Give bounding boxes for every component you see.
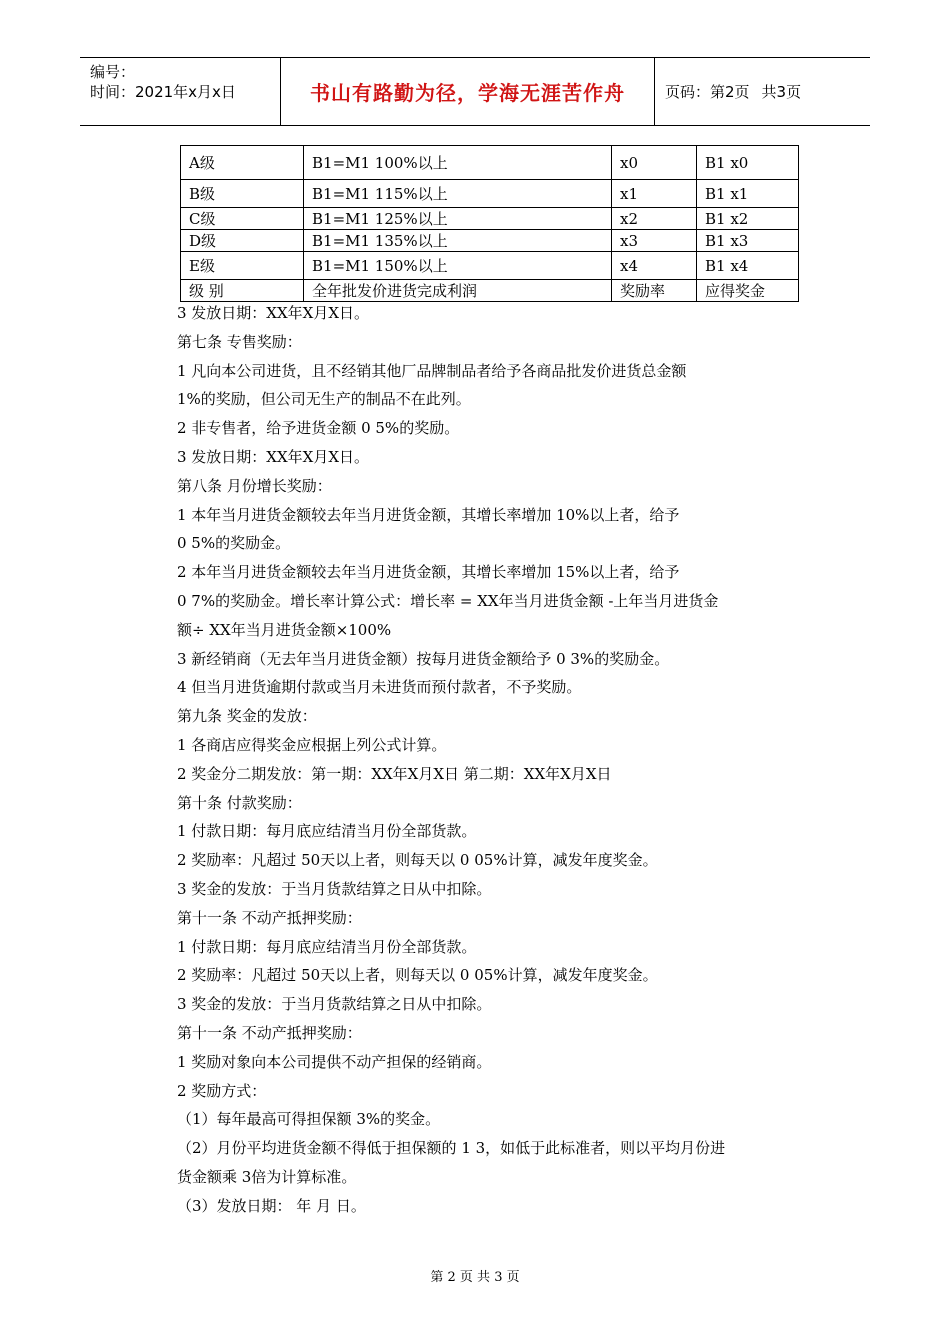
body-line: 2 本年当月进货金额较去年当月进货金额，其增长率增加 15%以上者，给予 (177, 563, 680, 582)
body-line: 1 奖励对象向本公司提供不动产担保的经销商。 (177, 1052, 492, 1071)
body-line: 3 发放日期：XX年X月X日。 (177, 304, 370, 322)
header-page-info (655, 58, 870, 125)
document-body (177, 299, 817, 1221)
section-heading: 第七条 专售奖励： (177, 332, 302, 351)
body-line: 3 奖金的发放：于当月货款结算之日从中扣除。 (177, 879, 492, 898)
body-line: 2 奖金分二期发放：第一期：XX年X月X日 第二期：XX年X月X日 (177, 764, 612, 783)
table-cell: B级 (181, 180, 304, 208)
table-cell: B1=M1 125%以上 (304, 208, 612, 230)
table-cell: B1 x0 (697, 146, 799, 180)
table-cell: B1=M1 150%以上 (304, 252, 612, 280)
body-line: 2 奖励方式： (177, 1081, 267, 1100)
table-cell: x4 (612, 252, 697, 280)
body-line: （1）每年最高可得担保额 3%的奖金。 (177, 1110, 441, 1129)
header-page-total: 共3页 (761, 83, 802, 101)
body-line: 额÷ XX年当月进货金额×100% (177, 620, 392, 639)
body-line: 1 付款日期：每月底应结清当月份全部货款。 (177, 822, 477, 841)
table-cell: B1=M1 135%以上 (304, 230, 612, 252)
table-cell: A级 (181, 146, 304, 180)
table-cell: C级 (181, 208, 304, 230)
table-cell: B1 x2 (697, 208, 799, 230)
table-cell: B1 x4 (697, 252, 799, 280)
table-cell: x2 (612, 208, 697, 230)
body-line: （3）发放日期： 年 月 日。 (177, 1196, 366, 1215)
table-cell: B1=M1 115%以上 (304, 180, 612, 208)
table-row (181, 180, 799, 208)
body-line: 2 非专售者，给予进货金额 0 5%的奖励。 (177, 419, 460, 438)
body-line: 3 新经销商（无去年当月进货金额）按每月进货金额给予 0 3%的奖励金。 (177, 649, 670, 668)
table-cell: x1 (612, 180, 697, 208)
body-line: 3 奖金的发放：于当月货款结算之日从中扣除。 (177, 995, 492, 1014)
table-cell: 级 别 (181, 280, 304, 302)
section-heading: 第八条 月份增长奖励： (177, 476, 332, 495)
body-line: 1 各商店应得奖金应根据上列公式计算。 (177, 735, 447, 754)
body-line: 1%的奖励，但公司无生产的制品不在此列。 (177, 390, 471, 409)
body-line: 2 奖励率：凡超过 50天以上者，则每天以 0 05%计算，减发年度奖金。 (177, 851, 658, 870)
table-row (181, 208, 799, 230)
body-line: 0 5%的奖励金。 (177, 534, 291, 553)
body-line: 货金额乘 3倍为计算标准。 (177, 1167, 357, 1186)
body-line: 3 发放日期：XX年X月X日。 (177, 447, 370, 466)
table-cell: D级 (181, 230, 304, 252)
table-cell: B1=M1 100%以上 (304, 146, 612, 180)
table-row (181, 252, 799, 280)
body-line: 0 7%的奖励金。增长率计算公式：增长率 = XX年当月进货金额 -上年当月进货金 (177, 591, 719, 610)
page-header (80, 57, 870, 126)
section-heading: 第十一条 不动产抵押奖励： (177, 908, 362, 927)
table-cell: B1 x1 (697, 180, 799, 208)
table-cell: x0 (612, 146, 697, 180)
header-page-number: 页码：第2页 (665, 83, 750, 101)
table-cell: 全年批发价进货完成利润 (304, 280, 612, 302)
doc-number-label: 编号： (90, 63, 136, 81)
table-cell: B1 x3 (697, 230, 799, 252)
body-line: 4 但当月进货逾期付款或当月未进货而预付款者，不予奖励。 (177, 678, 582, 697)
page-footer: 第 2 页 共 3 页 (430, 1270, 520, 1285)
body-line: 1 付款日期：每月底应结清当月份全部货款。 (177, 937, 477, 956)
table-cell: E级 (181, 252, 304, 280)
section-heading: 第十条 付款奖励： (177, 793, 302, 812)
body-line: 1 本年当月进货金额较去年当月进货金额，其增长率增加 10%以上者，给予 (177, 505, 680, 524)
header-motto: 书山有路勤为径，学海无涯苦作舟 (281, 58, 655, 125)
body-line: （2）月份平均进货金额不得低于担保额的 1 3，如低于此标准者，则以平均月份进 (177, 1139, 726, 1158)
table-row (181, 230, 799, 252)
header-meta (80, 58, 281, 125)
body-line: 2 奖励率：凡超过 50天以上者，则每天以 0 05%计算，减发年度奖金。 (177, 966, 658, 985)
grade-table (180, 145, 799, 302)
body-line: 1 凡向本公司进货，且不经销其他厂品牌制品者给予各商品批发价进货总金额 (177, 361, 687, 380)
table-cell: x3 (612, 230, 697, 252)
section-heading: 第九条 奖金的发放： (177, 707, 317, 726)
table-cell: 奖励率 (612, 280, 697, 302)
table-row (181, 146, 799, 180)
table-cell: 应得奖金 (697, 280, 799, 302)
doc-time-label: 时间：2021年x月x日 (90, 83, 236, 101)
section-heading: 第十一条 不动产抵押奖励： (177, 1023, 362, 1042)
